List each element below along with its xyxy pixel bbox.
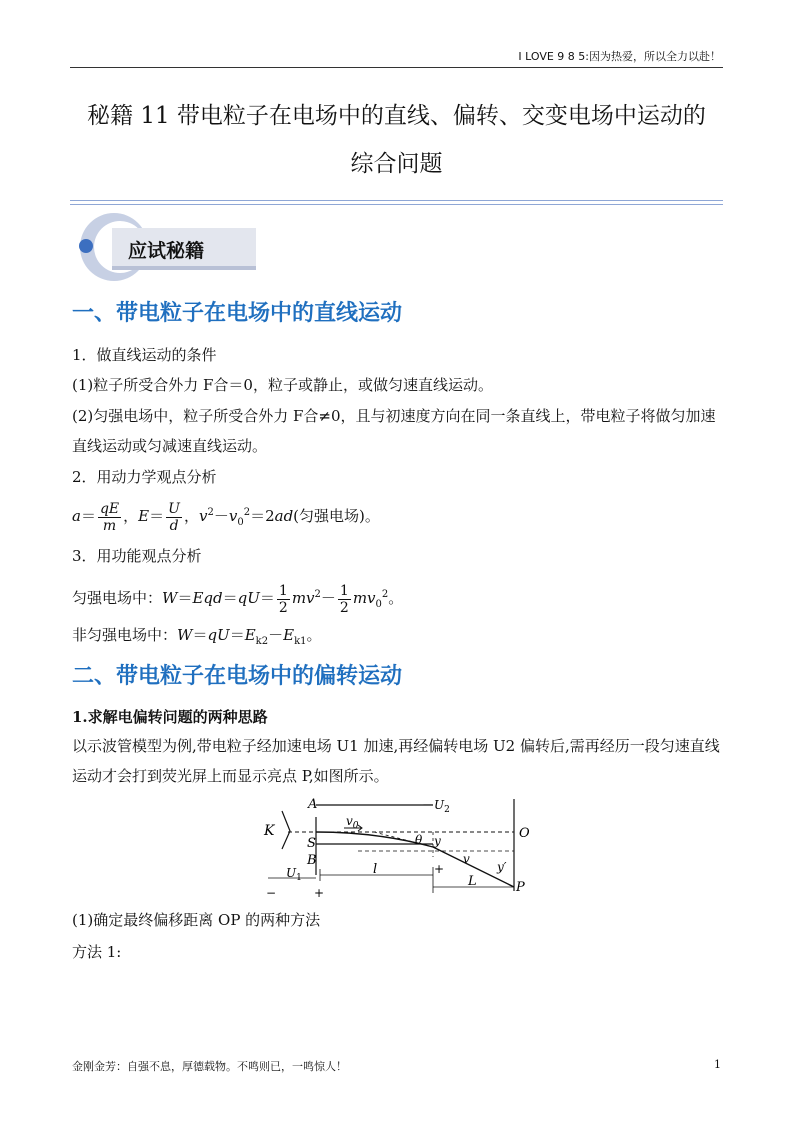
equation-energy-uniform-prefix: 匀强电场中： (72, 589, 163, 607)
label-y-prime: y′ (497, 860, 507, 874)
method-title: (1)确定最终偏移距离 OP 的两种方法 (72, 911, 321, 929)
equation-dynamics-note: (匀强电场)。 (293, 507, 380, 525)
title-rule-bottom (70, 204, 723, 205)
header-rule (70, 67, 723, 68)
label-plus-2: + (434, 862, 445, 876)
label-b: B (307, 853, 317, 868)
banner-label: 应试秘籍 (128, 240, 205, 262)
title-rule-top (70, 200, 723, 201)
header-motto: I LOVE 9 8 5:因为热爱，所以全力以赴！ (518, 50, 721, 63)
oscilloscope-diagram (258, 795, 538, 905)
label-s: S (307, 836, 316, 851)
method-1-label: 方法 1: (72, 943, 122, 961)
item-3-title: 3．用功能观点分析 (72, 547, 202, 565)
label-minus: − (266, 886, 277, 900)
item-2-title: 2．用动力学观点分析 (72, 468, 217, 486)
item-1-para-2: (2)匀强电场中，粒子所受合外力 F合≠0，且与初速度方向在同一条直线上，带电粒子将做匀加速直线运动或匀减速直线运动。 (72, 407, 716, 455)
item-1-title: 1．做直线运动的条件 (72, 346, 217, 364)
label-y: y (434, 834, 441, 848)
label-v0: $v_0$ (346, 814, 359, 831)
label-l: l (373, 862, 378, 877)
label-k: K (264, 823, 275, 839)
item-1-para-1: (1)粒子所受合外力 F合＝0，粒子或静止，或做匀速直线运动。 (72, 376, 493, 394)
section-1-heading: 一、带电粒子在电场中的直线运动 (72, 301, 403, 326)
sub-heading-1: 1.求解电偏转问题的两种思路 (72, 708, 268, 726)
equation-dynamics: a＝ $\frac{qE}{m}$ ，E＝ $\frac{U}{d}$ ，$v^2-v_0^2=2ad$(匀强电场)。 (72, 500, 380, 534)
equation-energy-uniform: 匀强电场中：W＝Eqd＝qU＝ $\frac{1}{2}$ $mv^2-$ $\frac{1}{2}$ $mv_0^2$。 (72, 582, 404, 616)
label-v: v (463, 852, 470, 866)
section-2-para-1: 以示波管模型为例,带电粒子经加速电场 U1 加速,再经偏转电场 U2 偏转后,需再经历一段匀速直线运动才会打到荧光屏上而显示亮点 P,如图所示。 (72, 737, 720, 785)
label-u2: $-U_2$ (422, 798, 450, 815)
title-line-2: 综合问题 (350, 151, 443, 177)
title-line-1: 秘籍 11 带电粒子在电场中的直线、偏转、交变电场中运动的 (87, 103, 706, 129)
document-title (70, 92, 723, 188)
page-number: 1 (714, 1058, 721, 1071)
section-2-heading: 二、带电粒子在电场中的偏转运动 (72, 664, 403, 689)
label-L: L (468, 874, 477, 889)
label-o: O (519, 826, 530, 841)
label-theta: θ (415, 833, 423, 847)
label-p: P (516, 880, 525, 895)
label-a: A (308, 797, 318, 812)
label-plus-1: + (314, 886, 325, 900)
footer-motto: 金刚金芳：自强不息，厚德载物。不鸣则已，一鸣惊人！ (72, 1060, 347, 1073)
equation-energy-nonuniform-prefix: 非匀强电场中： (72, 626, 178, 644)
label-u1: $U_1$ (286, 866, 302, 883)
equation-energy-nonuniform: 非匀强电场中：$W=qU=E_{k2}-E_{k1}$。 (72, 626, 322, 647)
